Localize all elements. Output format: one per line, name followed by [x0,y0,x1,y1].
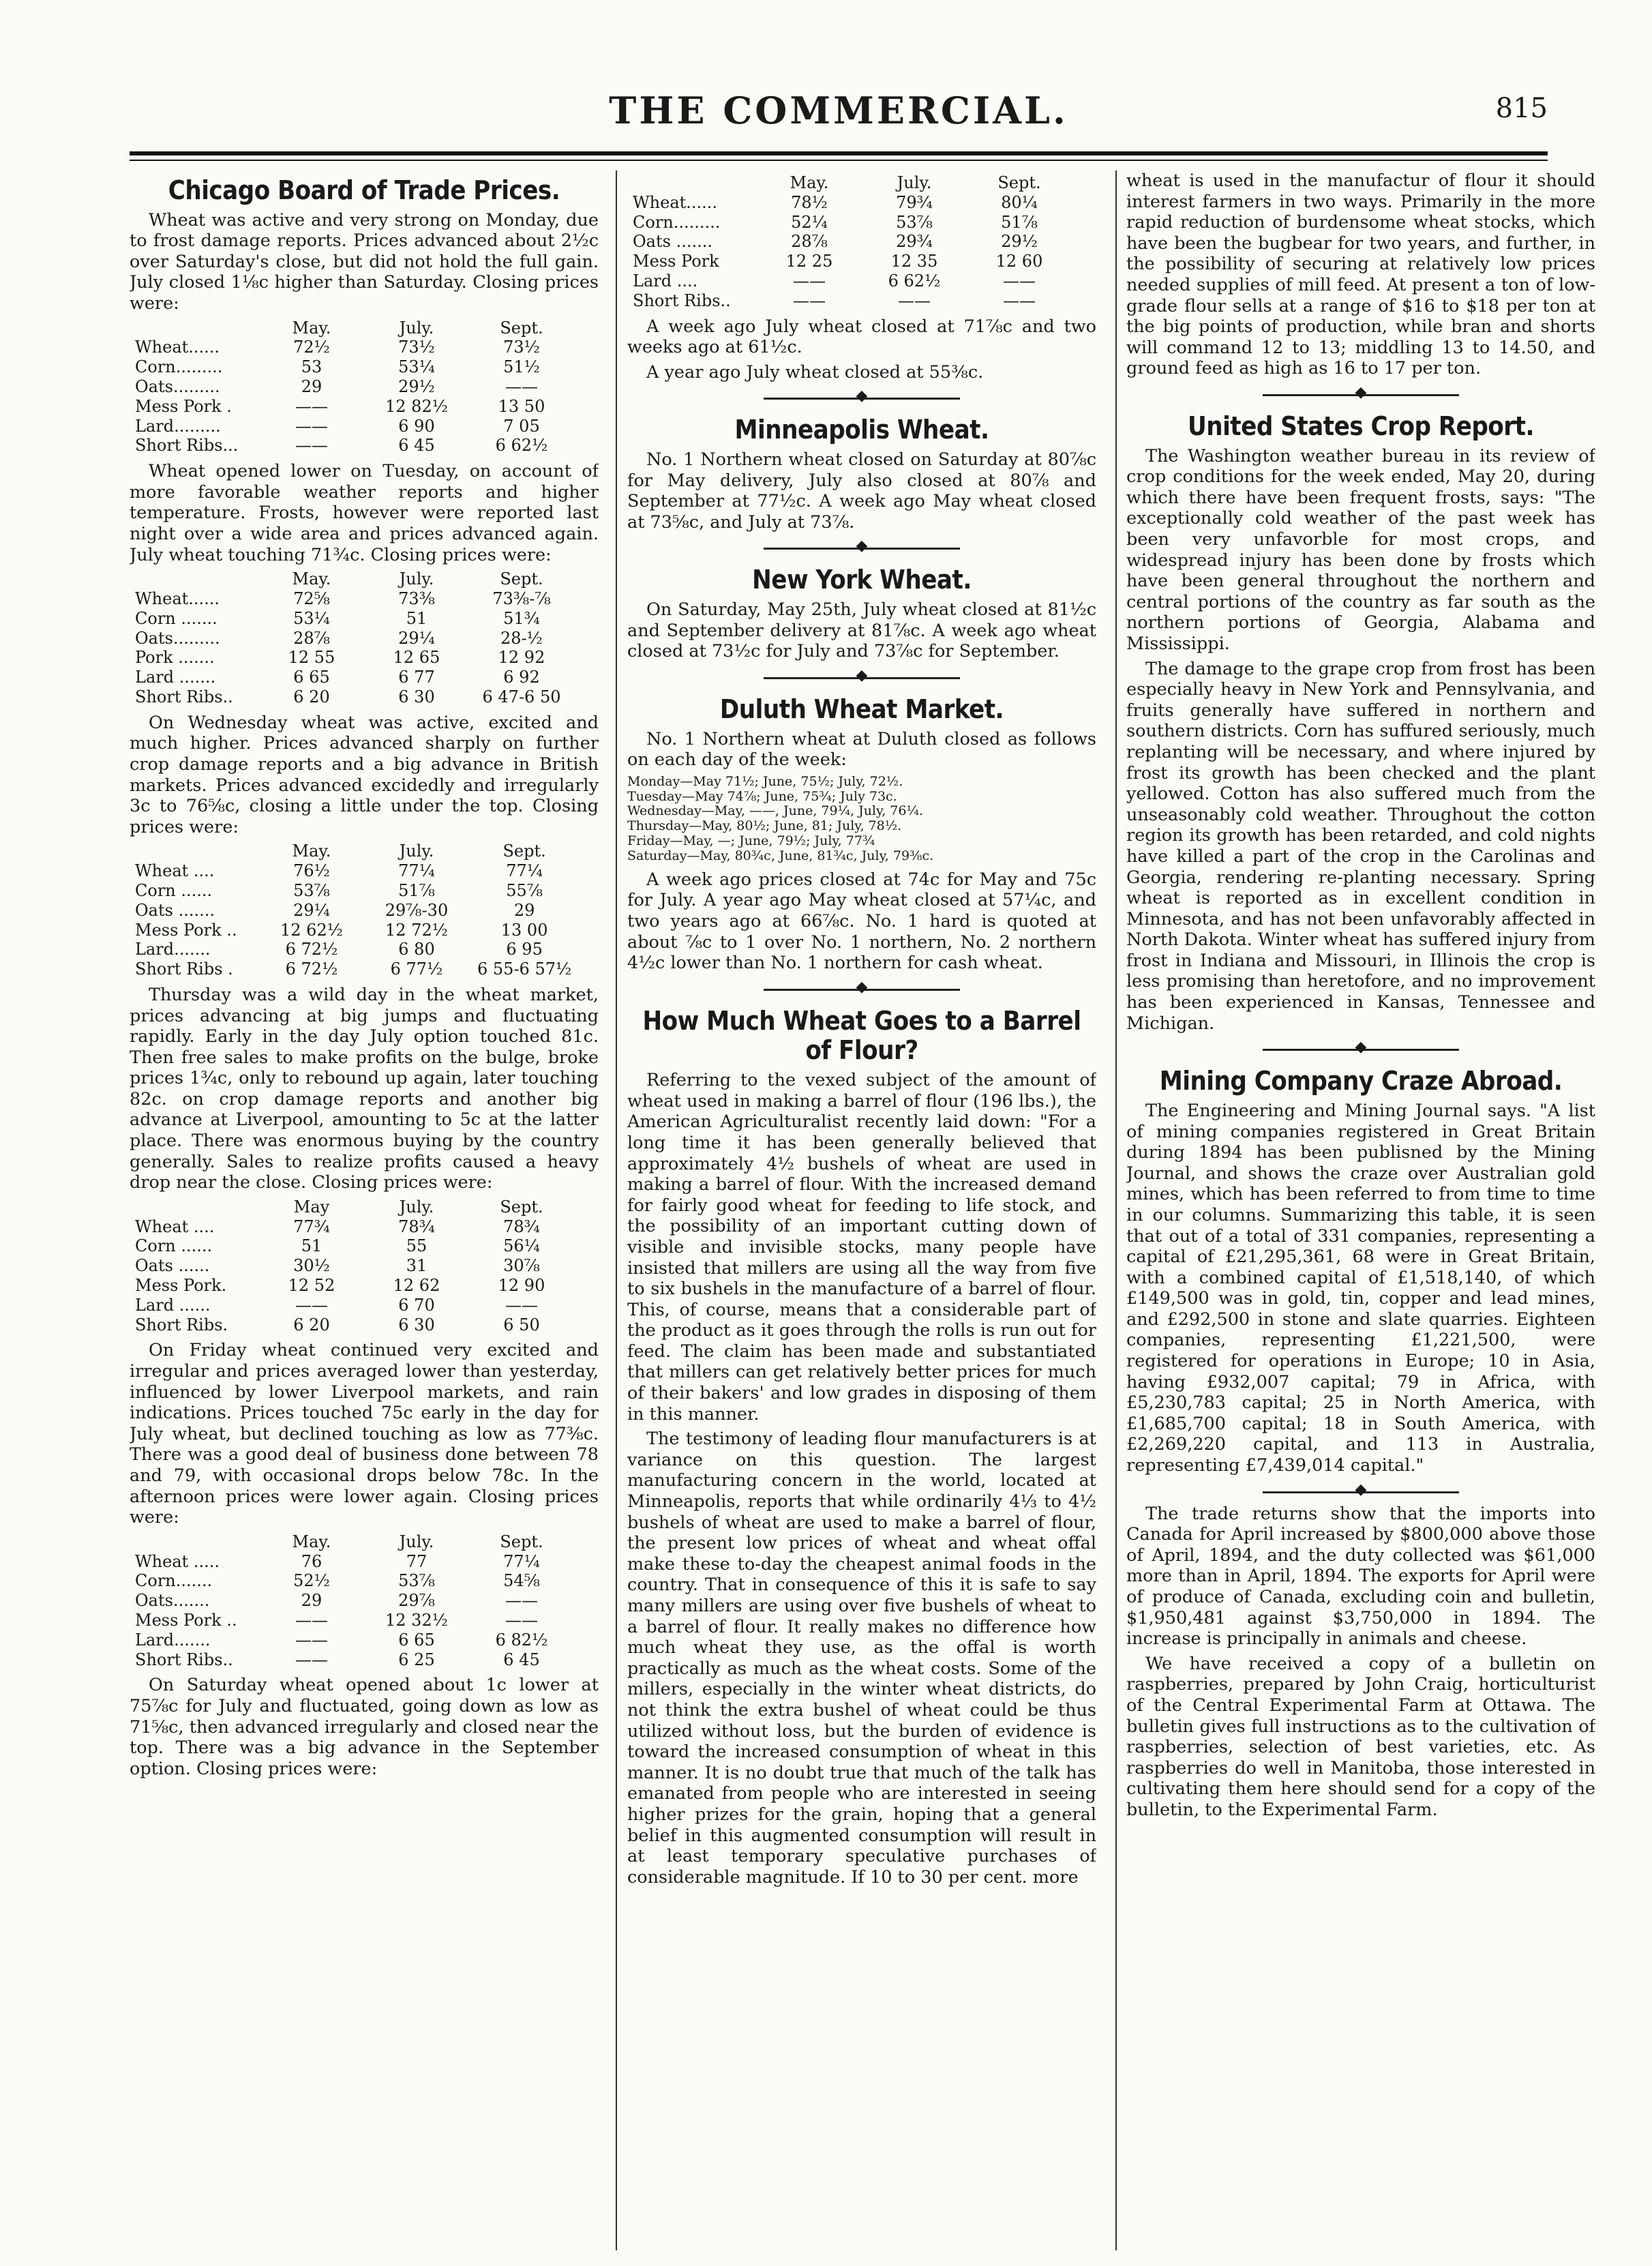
price-cell: 6 45 [398,436,435,456]
price-cell: 12 82½ [385,396,448,416]
price-cell: 52¼ [791,212,828,232]
daily-close-line: Thursday—May, 80½; June, 81; July, 78½. [627,818,902,834]
daily-close-line: Tuesday—May 74⅞; June, 75¾; July 73c. [627,788,897,804]
price-cell: 6 77 [398,668,435,687]
column-header: May. [292,318,331,338]
page-number: 815 [1495,93,1548,124]
paragraph: On Saturday wheat opened about 1c lower at 75⅞c for July and fluctuated, going down as low as 71⅝c, then advanced irregularly and closed near the top. There was a big advance in the September option. Closing prices were: [130,1675,599,1779]
table-row [135,417,574,436]
table-row [135,629,574,649]
price-cell: 52½ [293,1571,330,1591]
price-cell: 72⅝ [293,589,330,608]
table-row [135,1236,574,1256]
price-cell: 12 35 [890,252,938,271]
column-header: Sept. [500,1197,543,1217]
price-cell: 51½ [503,357,540,377]
paragraph: On Wednesday wheat was active, excited and much higher. Prices advanced sharply on further crop damage reports and a big advance in British markets. Prices advanced excidedly and irregularly 3c to 76⅝c, closing a little under the top. Closing prices were: [130,712,599,837]
column-header [135,841,259,861]
table-row [135,921,580,940]
price-cell: 6 72½ [285,959,338,979]
price-cell: 77¼ [503,1551,540,1571]
column-header: Sept. [997,173,1041,192]
price-cell: —— [295,396,328,416]
commodity-label: Short Ribs.. [135,1650,233,1669]
table-row [135,1650,574,1670]
price-cell: 78¾ [503,1217,540,1236]
price-cell: 28⅞ [791,232,828,252]
price-cell: 53⅞ [398,1571,435,1591]
table-row [633,232,1072,252]
price-cell: 76½ [293,861,330,881]
price-cell: 6 92 [503,668,540,687]
price-cell: 6 47-6 50 [482,687,561,706]
price-cell: 53⅞ [896,212,933,232]
price-cell: 51 [301,1236,322,1256]
price-cell: —— [505,1295,538,1315]
paragraph: A week ago prices closed at 74c for May and 75c for July. A year ago May wheat closed at 57¼c, and two years ago at 66⅞c. No. 1 hard is quoted at about ⅞c to 1 over No. 1 northern, No. 2 northern 4½c lower than No. 1 northern for cash wheat. [627,869,1096,974]
column-1 [130,170,599,2250]
price-cell: 6 65 [398,1630,435,1650]
commodity-label: Lard......... [135,416,221,436]
table-row [135,397,574,417]
table-row [135,901,580,921]
section-separator [627,387,1096,410]
table-header-row [633,173,1072,193]
table-row [135,338,574,357]
section-separator [627,666,1096,689]
table-row [135,881,580,901]
price-cell: 12 60 [995,252,1043,271]
column-header: July. [399,569,434,589]
commodity-label: Mess Pork .. [135,1610,237,1630]
price-cell: 29 [301,377,322,397]
commodity-label: Lard....... [135,1630,211,1650]
table-row [633,213,1072,233]
price-cell: 29¼ [293,900,330,920]
column-header [135,318,259,338]
commodity-label: Lard ...... [135,1295,211,1315]
commodity-label: Oats ....... [633,232,712,252]
table-header-row [135,841,580,861]
price-cell: 7 05 [503,416,540,436]
table-row [135,1630,574,1650]
price-cell: 29½ [398,377,435,397]
price-cell: 12 52 [288,1276,335,1296]
price-cell: 51 [406,608,427,628]
price-cell: 30½ [293,1256,330,1276]
masthead-rule-thick [130,151,1548,155]
table-row [135,1296,574,1315]
column-header: May. [292,1532,331,1551]
section-separator [1126,1480,1595,1504]
price-cell: 51⅞ [1001,212,1038,232]
daily-close-line: Wednesday—May, ——, June, 79¼, July, 76¼. [627,803,923,819]
section-separator [627,978,1096,1001]
table-row [135,940,580,959]
table-row [135,687,574,707]
price-cell: 6 80 [398,940,435,959]
commodity-label: Short Ribs... [135,436,239,456]
table-row [135,1552,574,1572]
paragraph: wheat is used in the manufactur of flour it should interest farmers in two ways. Primarily in the more rapid reduction of burdensome wheat stocks, which have been the bugbear for two years, and further, in the possibility of securing at relatively low prices needed supplies of mill feed. At present a ton of low-grade flour sells at a range of $16 to $18 per ton at the big points of production, while bran and shorts will command 12 to 13; middling 13 to 14.50, and ground feed as high as 16 to 17 per ton. [1126,170,1595,379]
price-cell: —— [295,1295,328,1315]
daily-close-line: Saturday—May, 80¾c, June, 81¾c, July, 79⅜c. [627,848,934,863]
paragraph: On Friday wheat continued very excited and irregular and prices averaged lower than yesterday, influenced by lower Liverpool markets, and rain indications. Prices touched 75c early in the day for July wheat, but declined touching as low as 77⅜c. There was a good deal of business done between 78 and 79, with occasional drops below 78c. In the afternoon prices were lower again. Closing prices were: [130,1340,599,1528]
table-header-row [135,569,574,589]
price-cell: 77¼ [506,861,543,881]
column-header: July. [399,1532,434,1551]
commodity-label: Lard .... [633,271,698,290]
price-cell: —— [505,1591,538,1611]
article-heading-mining: Mining Company Craze Abroad. [1159,1066,1563,1097]
price-cell: 29 [513,900,535,920]
price-cell: 51⅞ [398,880,435,900]
commodity-label: Wheat...... [135,338,220,357]
section-separator [627,537,1096,560]
paragraph: Referring to the vexed subject of the amount of wheat used in making a barrel of flour (196 lbs.), the American Agriculturalist recently laid down: "For a long time it has been generally believed that approximately 4½ bushels of wheat are used in making a barrel of flour. With the increased demand for fairly good wheat for feeding to life stock, and the possibility of an important cutting down of visible and invisible stocks, many people have insisted that millers are using all the way from five to six bushels in the manufacture of a barrel of flour. This, of course, means that a considerable part of the product as it goes through the rolls is run out for feed. The claim has been made and substantiated that millers can get relatively better prices for much of their bakers' and low grades in disposing of them in this manner. [627,1070,1096,1425]
price-cell: 55 [406,1236,427,1256]
paragraph: A year ago July wheat closed at 55⅜c. [646,361,984,383]
table-row [135,959,580,979]
column-2 [627,170,1096,2250]
table-row [135,861,580,881]
daily-close-line: Friday—May, —; June, 79½; July, 77¾ [627,833,875,849]
commodity-label: Wheat .... [135,861,215,881]
commodity-label: Corn ...... [135,880,213,900]
column-header: May [293,1197,330,1217]
price-cell: 6 20 [293,1315,330,1335]
table-row [135,357,574,377]
price-cell: 73⅜-⅞ [492,589,551,608]
column-header [135,1532,259,1552]
table-row [135,589,574,609]
table-row [135,668,574,687]
commodity-label: Oats....... [135,1591,210,1611]
article-heading-crop-report: United States Crop Report. [1187,411,1535,441]
price-cell: 6 70 [398,1295,435,1315]
section-separator [1126,383,1595,406]
price-cell: 56¼ [503,1236,540,1256]
price-cell: —— [793,290,826,310]
paragraph: The damage to the grape crop from frost has been especially heavy in New York and Pennsylvania, and fruits generally have suffered in northern and southern districts. Corn has suffured seriously, much replanting will be necessary, and where injured by frost its growth has been checked and the plant yellowed. Cotton has also suffered much from the unseasonably cold weather. Throughout the cotton region its growth has been retarded, and cold nights have killed a part of the crop in the Carolinas and Georgia, rendering re-planting necessary. Spring wheat is reported as in excellent condition in Minnesota, and has not been unfavorably affected in North Dakota. Winter wheat has suffered injury from frost in Indiana and Missouri, in Illinois the crop is less promising than heretofore, and no improvement has been experienced in Kansas, Tennessee and Michigan. [1126,658,1595,1034]
daily-closing-list [627,775,1096,864]
commodity-label: Corn....... [135,1571,213,1591]
paragraph: We have received a copy of a bulletin on raspberries, prepared by John Craig, horticulturist of the Central Experimental Farm at Ottawa. The bulletin gives full instructions as to the cultivation of raspberries, selection of best varieties, etc. As raspberries do well in Manitoba, those interested in cultivating them here should send for a copy of the bulletin, to the Experimental Farm. [1126,1653,1595,1820]
price-cell: 51¾ [503,608,540,628]
price-table [633,173,1072,311]
price-cell: 12 62 [393,1276,440,1296]
price-cell: 6 45 [503,1650,540,1669]
commodity-label: Mess Pork .. [135,920,237,940]
commodity-label: Short Ribs . [135,959,233,979]
price-cell: 13 00 [500,920,548,940]
price-cell: —— [1003,271,1036,290]
price-cell: 77¼ [398,861,435,881]
column-header: May. [790,173,829,192]
price-cell: 29 [301,1591,322,1611]
price-cell: 29¾ [896,232,933,252]
price-cell: 6 30 [398,1315,435,1335]
commodity-label: Oats......... [135,377,220,397]
paragraph: Wheat opened lower on Tuesday, on account of more favorable weather reports and higher temperature. Frosts, however were reported last night over a wide area and prices advanced again. July wheat touching 71¾c. Closing prices were: [130,461,599,565]
price-cell: 73½ [503,338,540,357]
paragraph: On Saturday, May 25th, July wheat closed at 81½c and September delivery at 81⅞c. A week ago wheat closed at 73½c for July and 73⅞c for September. [627,599,1096,662]
column-header: Sept. [500,318,543,338]
paragraph: A week ago July wheat closed at 71⅞c and two weeks ago at 61½c. [627,316,1096,358]
column-header: July. [399,841,434,861]
price-cell: 12 90 [498,1276,545,1296]
column-header: July. [897,173,932,192]
price-cell: 6 55-6 57½ [477,959,572,979]
price-cell: 6 20 [293,687,330,706]
paragraph: The Engineering and Mining Journal says. "A list of mining companies registered in Great Britain during 1894 has been publisned by the Mining Journal, and shows the craze over Australian gold mines, which has been referred to from time to time in our columns. Summarizing this table, it is seen that out of a total of 331 companies, representing a capital of £21,295,361, 68 were in Great Britain, with a combined capital of £1,518,140, of which £149,500 was in gold, tin, copper and lead mines, and £292,500 in stone and slate quarries. Eighteen companies, representing £1,221,500, were registered for operations in Europe; 10 in Asia, having £932,007 capital; 79 in Africa, with £5,230,783 capital; 25 in North America, with £1,685,700 capital; 18 in South America, with £2,269,220 capital, and 113 in Australia, representing £7,439,014 capital." [1126,1100,1595,1476]
price-cell: —— [295,1650,328,1669]
commodity-label: Lard ....... [135,668,216,687]
price-cell: 53¼ [293,608,330,628]
table-header-row [135,1532,574,1552]
commodity-label: Corn......... [633,212,721,232]
column-header: Sept. [502,841,546,861]
column-header [135,569,259,589]
column-header: May. [292,569,331,589]
commodity-label: Pork ....... [135,648,215,668]
price-cell: 29⅞ [398,1591,435,1611]
paragraph: The testimony of leading flour manufacturers is at variance on this question. The largest manufacturing concern in the world, located at Minneapolis, reports that while ordinarily 4⅓ to 4½ bushels of wheat are used to make a barrel of flour, the present low prices of wheat and wheat offal make these to-day the cheapest animal foods in the country. That in consequence of this it is safe to say many millers are using over five bushels of wheat to a barrel of flour. It really makes no difference how much wheat they use, as the offal is worth practically as much as the wheat costs. Some of the millers, especially in the winter wheat districts, do not think the extra bushel of wheat could be thus utilized without loss, but the burden of evidence is toward the increased consumption of wheat in this manner. It is no doubt true that much of the talk has emanated from people who are interested in seeing higher prizes for the grain, hoping that a general belief in this augmented consumption will result in at least temporary speculative purchases of considerable magnitude. If 10 to 30 per cent. more [627,1429,1096,1888]
price-cell: —— [793,271,826,290]
price-cell: 6 62½ [888,271,941,290]
price-cell: —— [505,377,538,397]
price-cell: 6 95 [506,940,543,959]
price-cell: 28⅞ [293,628,330,648]
table-row [135,1256,574,1276]
commodity-label: Mess Pork . [135,396,232,416]
price-cell: 53¼ [398,357,435,377]
price-cell: 12 72½ [385,920,448,940]
price-cell: 73½ [398,338,435,357]
price-cell: 12 55 [288,648,335,668]
table-row [135,1611,574,1630]
price-cell: 28-½ [500,628,543,648]
table-row [633,252,1072,271]
price-cell: —— [898,290,931,310]
masthead-rule-thin [130,160,1548,161]
price-cell: 76 [301,1551,322,1571]
column-divider [616,170,617,2250]
commodity-label: Wheat...... [633,192,718,212]
commodity-label: Short Ribs.. [135,687,233,706]
price-cell: 78½ [791,192,828,212]
price-cell: 12 92 [498,648,545,668]
price-cell: 13 50 [498,396,545,416]
paragraph: Wheat was active and very strong on Monday, due to frost damage reports. Prices advanced about 2½c over Saturday's close, but did not hold the full gain. July closed 1⅛c higher than Saturday. Closing prices were: [130,209,599,314]
commodity-label: Corn ...... [135,1236,213,1256]
price-cell: 6 25 [398,1650,435,1669]
commodity-label: Mess Pork [633,252,719,271]
column-header [135,1197,259,1217]
commodity-label: Corn ....... [135,608,217,628]
table-row [135,436,574,456]
price-cell: 72½ [293,338,330,357]
commodity-label: Short Ribs.. [633,290,731,310]
commodity-label: Corn......... [135,357,223,377]
price-cell: —— [295,416,328,436]
price-cell: —— [295,436,328,456]
table-row [633,271,1072,291]
price-cell: —— [295,1630,328,1650]
article-heading-new-york: New York Wheat. [752,565,972,595]
column-header [633,173,757,193]
table-row [135,1315,574,1335]
commodity-label: Wheat ..... [135,1551,220,1571]
article-heading-minneapolis: Minneapolis Wheat. [734,415,989,445]
column-divider [1115,170,1117,2250]
column-header: July. [399,1197,434,1217]
masthead [130,89,1548,143]
commodity-label: Wheat .... [135,1217,215,1236]
price-cell: 53 [301,357,322,377]
publication-title: THE COMMERCIAL. [609,89,1068,132]
price-cell: 77 [406,1551,427,1571]
column-3 [1126,170,1595,2250]
commodity-label: Short Ribs. [135,1315,228,1335]
price-cell: 73⅜ [398,589,435,608]
price-cell: 77¾ [293,1217,330,1236]
table-row [135,1591,574,1611]
price-cell: 6 72½ [285,940,338,959]
price-cell: 29⅞-30 [385,900,449,920]
price-cell: 6 82½ [495,1630,548,1650]
paragraph: The trade returns show that the imports into Canada for April increased by $800,000 above those of April, 1894, and the duty collected was $61,000 more than in April, 1894. The exports for April were of produce of Canada, excluding coin and bulletin, $1,950,481 against $3,750,000 in 1894. The increase is principally in animals and cheese. [1126,1503,1595,1650]
price-table [135,841,580,979]
article-heading-barrel: How Much Wheat Goes to a Barrel of Flour? [642,1005,1081,1066]
price-table [135,1532,574,1670]
article-heading-duluth: Duluth Wheat Market. [719,694,1004,724]
section-separator [1126,1038,1595,1061]
table-row [135,1217,574,1237]
commodity-label: Wheat...... [135,589,220,608]
table-row [135,1571,574,1591]
table-header-row [135,318,574,338]
paragraph: The Washington weather bureau in its review of crop conditions for the week ended, May 20, during which there have been frequent frosts, says: "The exceptionally cold weather of the past week has been very unfavorble for most crops, and widespread injury has been done by frosts which have been general throughout the northern and central portions of the country as far south as the northern portions of Georgia, Alabama and Mississippi. [1126,445,1595,654]
price-cell: 29¼ [398,628,435,648]
price-cell: 78¾ [398,1217,435,1236]
article-heading-chicago: Chicago Board of Trade Prices. [168,175,560,205]
price-cell: 54⅝ [503,1571,540,1591]
price-cell: 6 65 [293,668,330,687]
table-header-row [135,1197,574,1217]
table-row [135,609,574,629]
price-cell: 29½ [1001,232,1038,252]
price-cell: 6 50 [503,1315,540,1335]
price-table [135,1197,574,1335]
price-cell: 30⅞ [503,1256,540,1276]
price-table [135,569,574,707]
table-row [135,377,574,397]
price-cell: 12 32½ [385,1610,448,1630]
price-cell: 12 65 [393,648,440,668]
commodity-label: Lard....... [135,940,211,959]
price-cell: 6 90 [398,416,435,436]
price-cell: —— [505,1610,538,1630]
paragraph: Thursday was a wild day in the wheat market, prices advancing at big jumps and fluctuating rapidly. Early in the day July option touched 81c. Then free sales to make profits on the bulge, broke prices 1¾c, only to rebound up again, later touching 82c. on crop damage reports and another big advance at Liverpool, amounting to 5c at the latter place. There was enormous buying by the country generally. Sales to realize profits caused a heavy drop near the close. Closing prices were: [130,984,599,1193]
price-cell: 31 [406,1256,427,1276]
paragraph: No. 1 Northern wheat closed on Saturday at 80⅞c for May delivery, July also closed at 80⅞ and September at 77½c. A week ago May wheat closed at 73⅝c, and July at 73⅞. [627,449,1096,533]
price-cell: 6 77½ [390,959,443,979]
column-header: Sept. [500,569,543,589]
price-table [135,318,574,456]
price-cell: 12 62½ [280,920,343,940]
daily-close-line: Monday—May 71½; June, 75½; July, 72½. [627,773,903,789]
price-cell: 79¾ [896,192,933,212]
price-cell: 12 25 [785,252,833,271]
column-header: May. [292,841,331,861]
table-row [135,1276,574,1296]
commodity-label: Oats......... [135,628,220,648]
price-cell: 53⅞ [293,880,330,900]
column-header: Sept. [500,1532,543,1551]
commodity-label: Mess Pork. [135,1276,227,1296]
column-header: July. [399,318,434,338]
table-row [633,291,1072,311]
price-cell: 6 30 [398,687,435,706]
price-cell: —— [295,1610,328,1630]
price-cell: 80¼ [1001,192,1038,212]
price-cell: 55⅞ [506,880,543,900]
table-row [135,648,574,668]
commodity-label: Oats ....... [135,900,215,920]
paragraph: No. 1 Northern wheat at Duluth closed as follows on each day of the week: [627,728,1096,771]
table-row [633,193,1072,213]
commodity-label: Oats ...... [135,1256,210,1276]
price-cell: —— [1003,290,1036,310]
price-cell: 6 62½ [495,436,548,456]
